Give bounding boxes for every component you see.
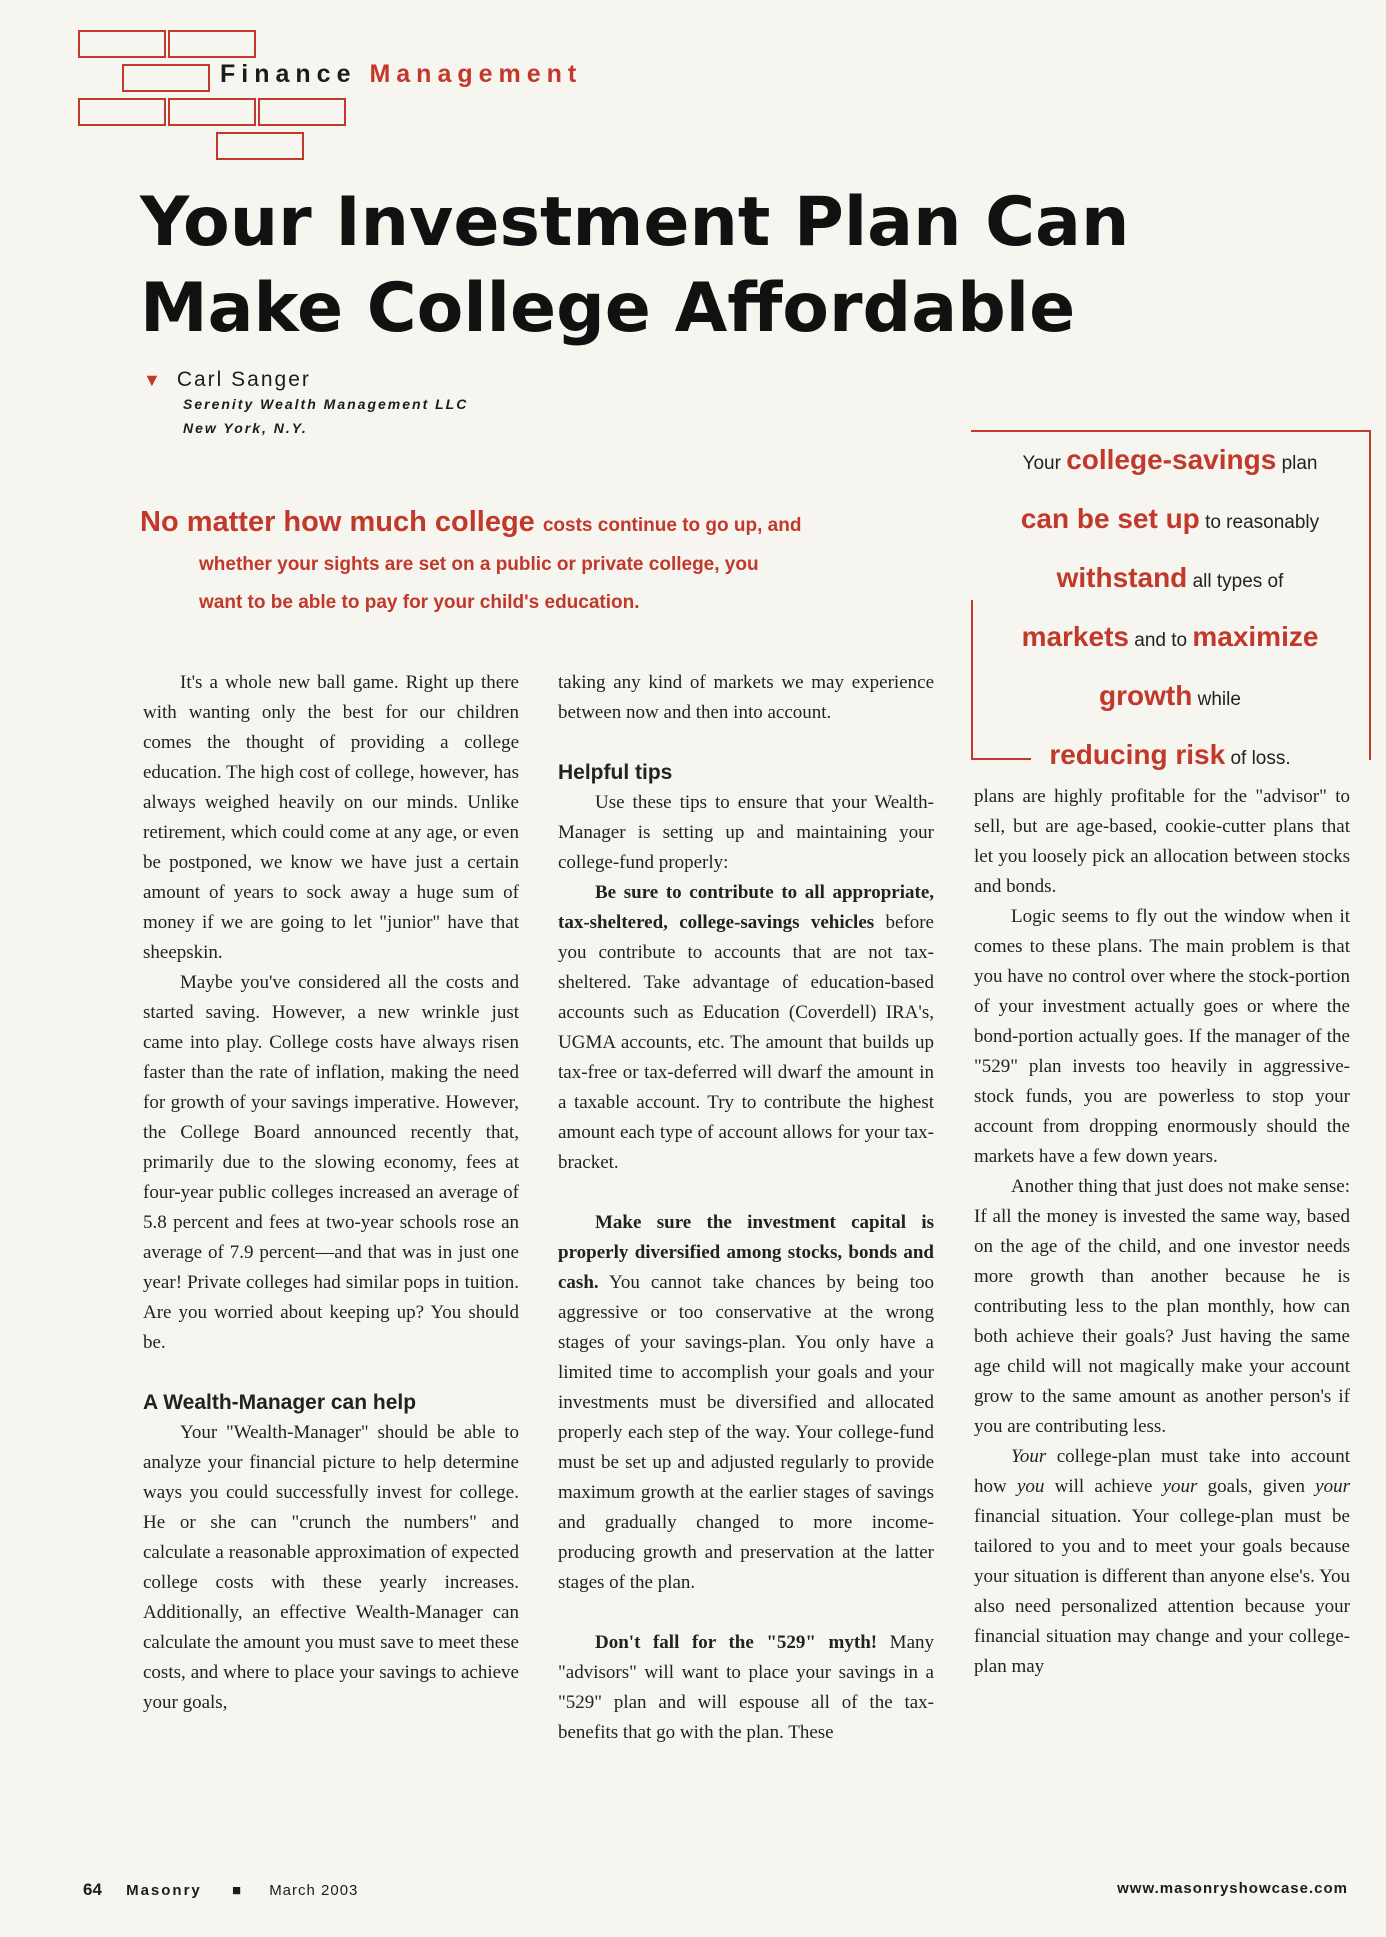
pull-quote-border — [971, 600, 973, 760]
paragraph — [558, 1628, 934, 1748]
pq-emphasis: college-savings — [1066, 444, 1277, 475]
body-text: college-plan must take into account how — [974, 1446, 1350, 1497]
italic-text: your — [1315, 1476, 1350, 1497]
paragraph — [974, 1442, 1350, 1682]
pull-quote — [971, 430, 1371, 770]
paragraph: It's a whole new ball game. Right up there with wanting only the best for our children comes the thought of providing a college education. The high cost of college, however, has always weighed heavily on our minds. Unlike retirement, which could come at any age, or even be postponed, we know we have just a certain amount of years to sock away a huge sum of money if we are going to let "junior" have that sheepskin. — [143, 672, 519, 963]
byline — [143, 368, 468, 440]
triangle-bullet-icon: ▼ — [143, 370, 161, 390]
paragraph — [558, 878, 934, 1178]
pq-text: of loss. — [1230, 748, 1291, 769]
pq-emphasis: withstand — [1056, 562, 1188, 593]
author-name: Carl Sanger — [176, 368, 311, 391]
author-location: New York, N.Y. — [183, 420, 308, 436]
deck-line-3: want to be able to pay for your child's education. — [199, 592, 640, 613]
article-title — [140, 180, 1240, 352]
column-3 — [974, 782, 1350, 1682]
deck-line-1-rest: costs continue to go up, and — [542, 515, 802, 536]
tip-body: before you contribute to accounts that are not tax-sheltered. Take advantage of education-based accounts such as Education (Coverdell) IRA's, UGMA accounts, etc. The amount that builds up tax-free or tax-deferred will dwarf the amount in a taxable account. Try to contribute the highest amount each type of account allows for your tax-bracket. — [558, 912, 934, 1173]
pq-emphasis: reducing risk — [1049, 739, 1226, 770]
column-2 — [558, 668, 934, 1748]
pq-emphasis: can be set up — [1020, 503, 1200, 534]
pq-emphasis: maximize — [1192, 621, 1319, 652]
section-kicker — [220, 60, 582, 89]
paragraph: taking any kind of markets we may experience between now and then into account. — [558, 672, 934, 723]
paragraph: Another thing that just does not make sense: If all the money is invested the same way, based on the age of the child, and one investor needs more growth than another because he is contributing less to the plan monthly, how can both achieve their goals? Just having the same age child will not magically make your account grow to the same amount as another person's if you are contributing less. — [974, 1176, 1350, 1437]
pq-text: plan — [1281, 453, 1318, 474]
author-org: Serenity Wealth Management LLC — [183, 396, 469, 412]
magazine-name: Masonry — [126, 1882, 202, 1899]
footer-bullet-icon: ■ — [231, 1882, 242, 1899]
italic-text: you — [1016, 1476, 1045, 1497]
pq-emphasis: markets — [1021, 621, 1129, 652]
pull-quote-border — [971, 758, 1031, 760]
paragraph: Your "Wealth-Manager" should be able to analyze your financial picture to help determine ways you could successfully invest for college. He or she can "crunch the numbers" and calculate a reasonable approximation of expected college costs with these yearly increases. Additionally, an effective Wealth-Manager can calculate the amount you must save to meet these costs, and where to place your savings to achieve your goals, — [143, 1422, 519, 1713]
tip-body: You cannot take chances by being too aggressive or too conservative at the wrong stages of your savings-plan. You only have a limited time to accomplish your goals and your investments must be diversified and allocated properly each step of the way. Your college-fund must be set up and adjusted regularly to provide maximum growth at the earlier stages of savings and gradually changed to more income-producing growth and preservation at the latter stages of the plan. — [558, 1272, 934, 1593]
paragraph: plans are highly profitable for the "advisor" to sell, but are age-based, cookie-cutter plans that let you loosely pick an allocation between stocks and bonds. — [974, 786, 1350, 897]
footer-left — [83, 1880, 358, 1900]
title-line-2: Make College Affordable — [140, 269, 1076, 348]
italic-text: Your — [1011, 1446, 1047, 1467]
deck-lead: No matter how much college — [140, 506, 535, 538]
subheading-helpful-tips: Helpful tips — [558, 761, 673, 784]
italic-text: your — [1162, 1476, 1198, 1497]
body-text: will achieve — [1044, 1476, 1163, 1497]
subheading-wealth-manager: A Wealth-Manager can help — [143, 1391, 417, 1414]
title-line-1: Your Investment Plan Can — [140, 183, 1130, 262]
body-text: financial situation. Your college-plan must be tailored to you and to meet your goals because your situation is different than anyone else's. You also need personalized attention because your financial situation may change and your college-plan may — [974, 1506, 1350, 1677]
tip-lead: Be sure to contribute to all appropriate, tax-sheltered, college-savings vehicles — [558, 882, 934, 933]
pq-text: all types of — [1192, 571, 1284, 592]
kicker-management: Management — [369, 60, 583, 88]
pq-text: to reasonably — [1205, 512, 1320, 533]
tip-lead: Don't fall for the "529" myth! — [595, 1632, 878, 1653]
article-deck — [140, 502, 940, 622]
paragraph: Use these tips to ensure that your Wealth-Manager is setting up and maintaining your college-fund properly: — [558, 792, 934, 873]
pq-text: while — [1197, 689, 1241, 710]
pq-emphasis: growth — [1099, 680, 1193, 711]
pq-text: Your — [1022, 453, 1061, 474]
column-1 — [143, 668, 519, 1718]
tip-lead: Make sure the investment capital is properly diversified among stocks, bonds and cash. — [558, 1212, 934, 1293]
tip-body: Many "advisors" will want to place your savings in a "529" plan and will espouse all of the tax-benefits that go with the plan. These — [558, 1632, 935, 1743]
kicker-finance: Finance — [220, 60, 357, 88]
pq-text: and to — [1134, 630, 1188, 651]
body-text: goals, given — [1197, 1476, 1316, 1497]
page-number: 64 — [83, 1880, 102, 1899]
footer-url: www.masonryshowcase.com — [1117, 1880, 1348, 1897]
deck-line-2: whether your sights are set on a public or private college, you — [199, 554, 759, 575]
paragraph — [558, 1208, 934, 1598]
paragraph: Logic seems to fly out the window when it comes to these plans. The main problem is that you have no control over where the stock-portion of your investment actually goes or where the bond-portion actually goes. If the manager of the "529" plan invests too heavily in aggressive-stock funds, you are powerless to stop your account from dropping enormously should the markets have a few down years. — [974, 906, 1350, 1167]
issue-date: March 2003 — [269, 1882, 359, 1899]
paragraph: Maybe you've considered all the costs and started saving. However, a new wrinkle just came into play. College costs have always risen faster than the rate of inflation, making the need for growth of your savings imperative. However, the College Board announced recently that, primarily due to the slowing economy, fees at four-year public colleges increased an average of 5.8 percent and fees at two-year schools rose an average of 7.9 percent—and that was in just one year! Private colleges had similar pops in tuition. Are you worried about keeping up? You should be. — [143, 972, 519, 1353]
